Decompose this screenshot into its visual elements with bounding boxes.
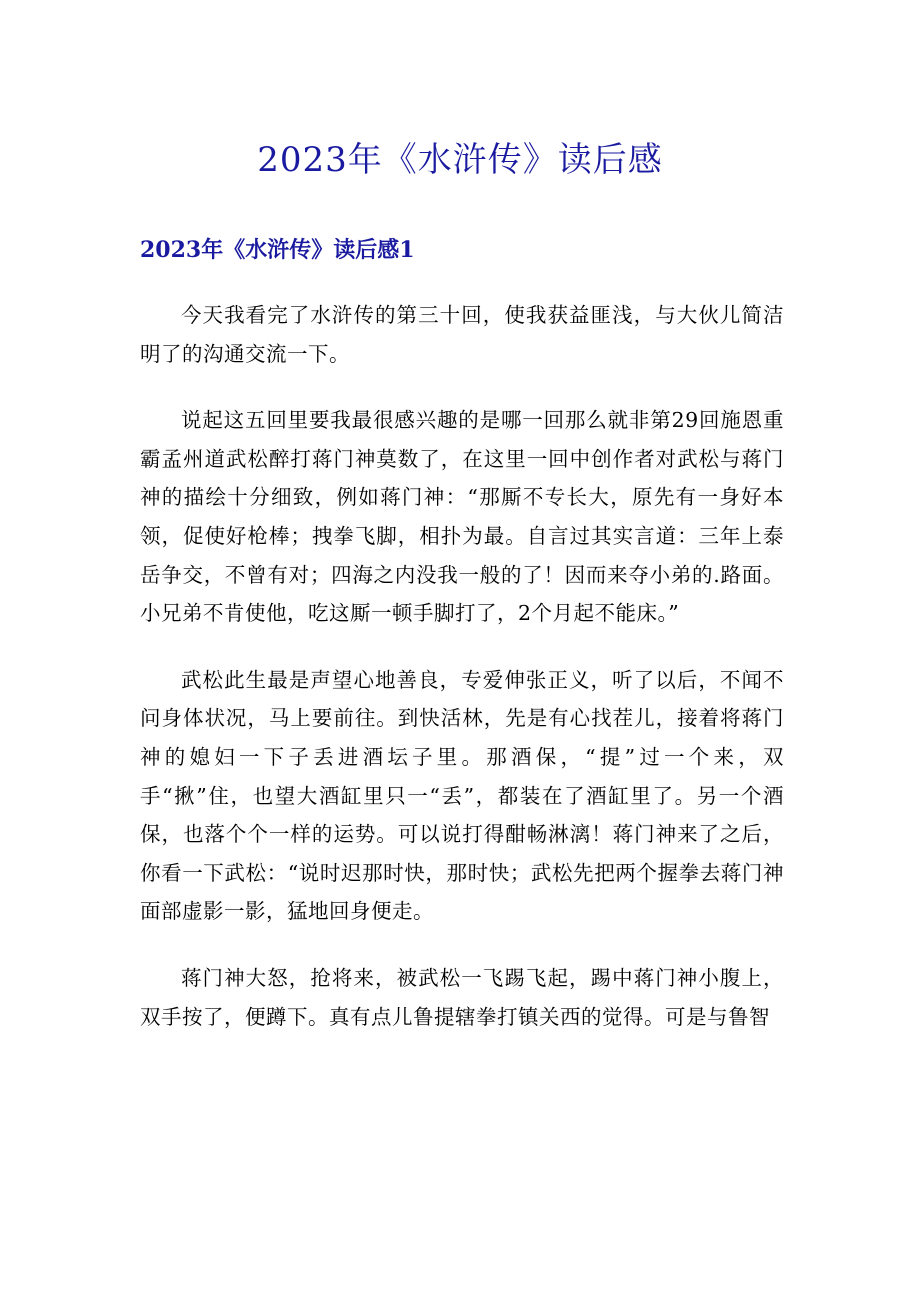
paragraph: 蒋门神大怒，抢将来，被武松一飞踢飞起，踢中蒋门神小腹上，双手按了，便蹲下。真有点儿鲁提辖拳打镇关西的觉得。可是与鲁智 (140, 965, 784, 1029)
paragraph: 今天我看完了水浒传的第三十回，使我获益匪浅，与大伙儿简洁明了的沟通交流一下。 (140, 303, 784, 366)
section-heading: 2023年《水浒传》读后感1 (140, 237, 415, 263)
paragraph: 武松此生最是声望心地善良，专爱伸张正义，听了以后，不闻不问身体状况，马上要前往。到快活林，先是有心找茬儿，接着将蒋门神的媳妇一下子丢进酒坛子里。那酒保，“提”过一个来，双手“揪”住，也望大酒缸里只一“丢”，都装在了酒缸里了。另一个酒保，也落个个一样的运势。可以说打得酣畅淋漓！蒋门神来了之后，你看一下武松：“说时迟那时快，那时快；武松先把两个握拳去蒋门神面部虚影一影，猛地回身便走。 (140, 667, 784, 924)
page-title: 2023年《水浒传》读后感 (257, 140, 663, 180)
paragraph: 说起这五回里要我最很感兴趣的是哪一回那么就非第29回施恩重霸孟州道武松醉打蒋门神莫数了，在这里一回中创作者对武松与蒋门神的描绘十分细致，例如蒋门神：“那厮不专长大，原先有一身好本领，促使好枪棒；拽拳飞脚，相扑为最。自言过其实言道：三年上泰岳争交，不曾有对；四海之内没我一般的了！因而来夺小弟的.路面。小兄弟不肯使他，吃这厮一顿手脚打了，2个月起不能床。” (140, 408, 784, 626)
body-text (140, 296, 784, 1064)
